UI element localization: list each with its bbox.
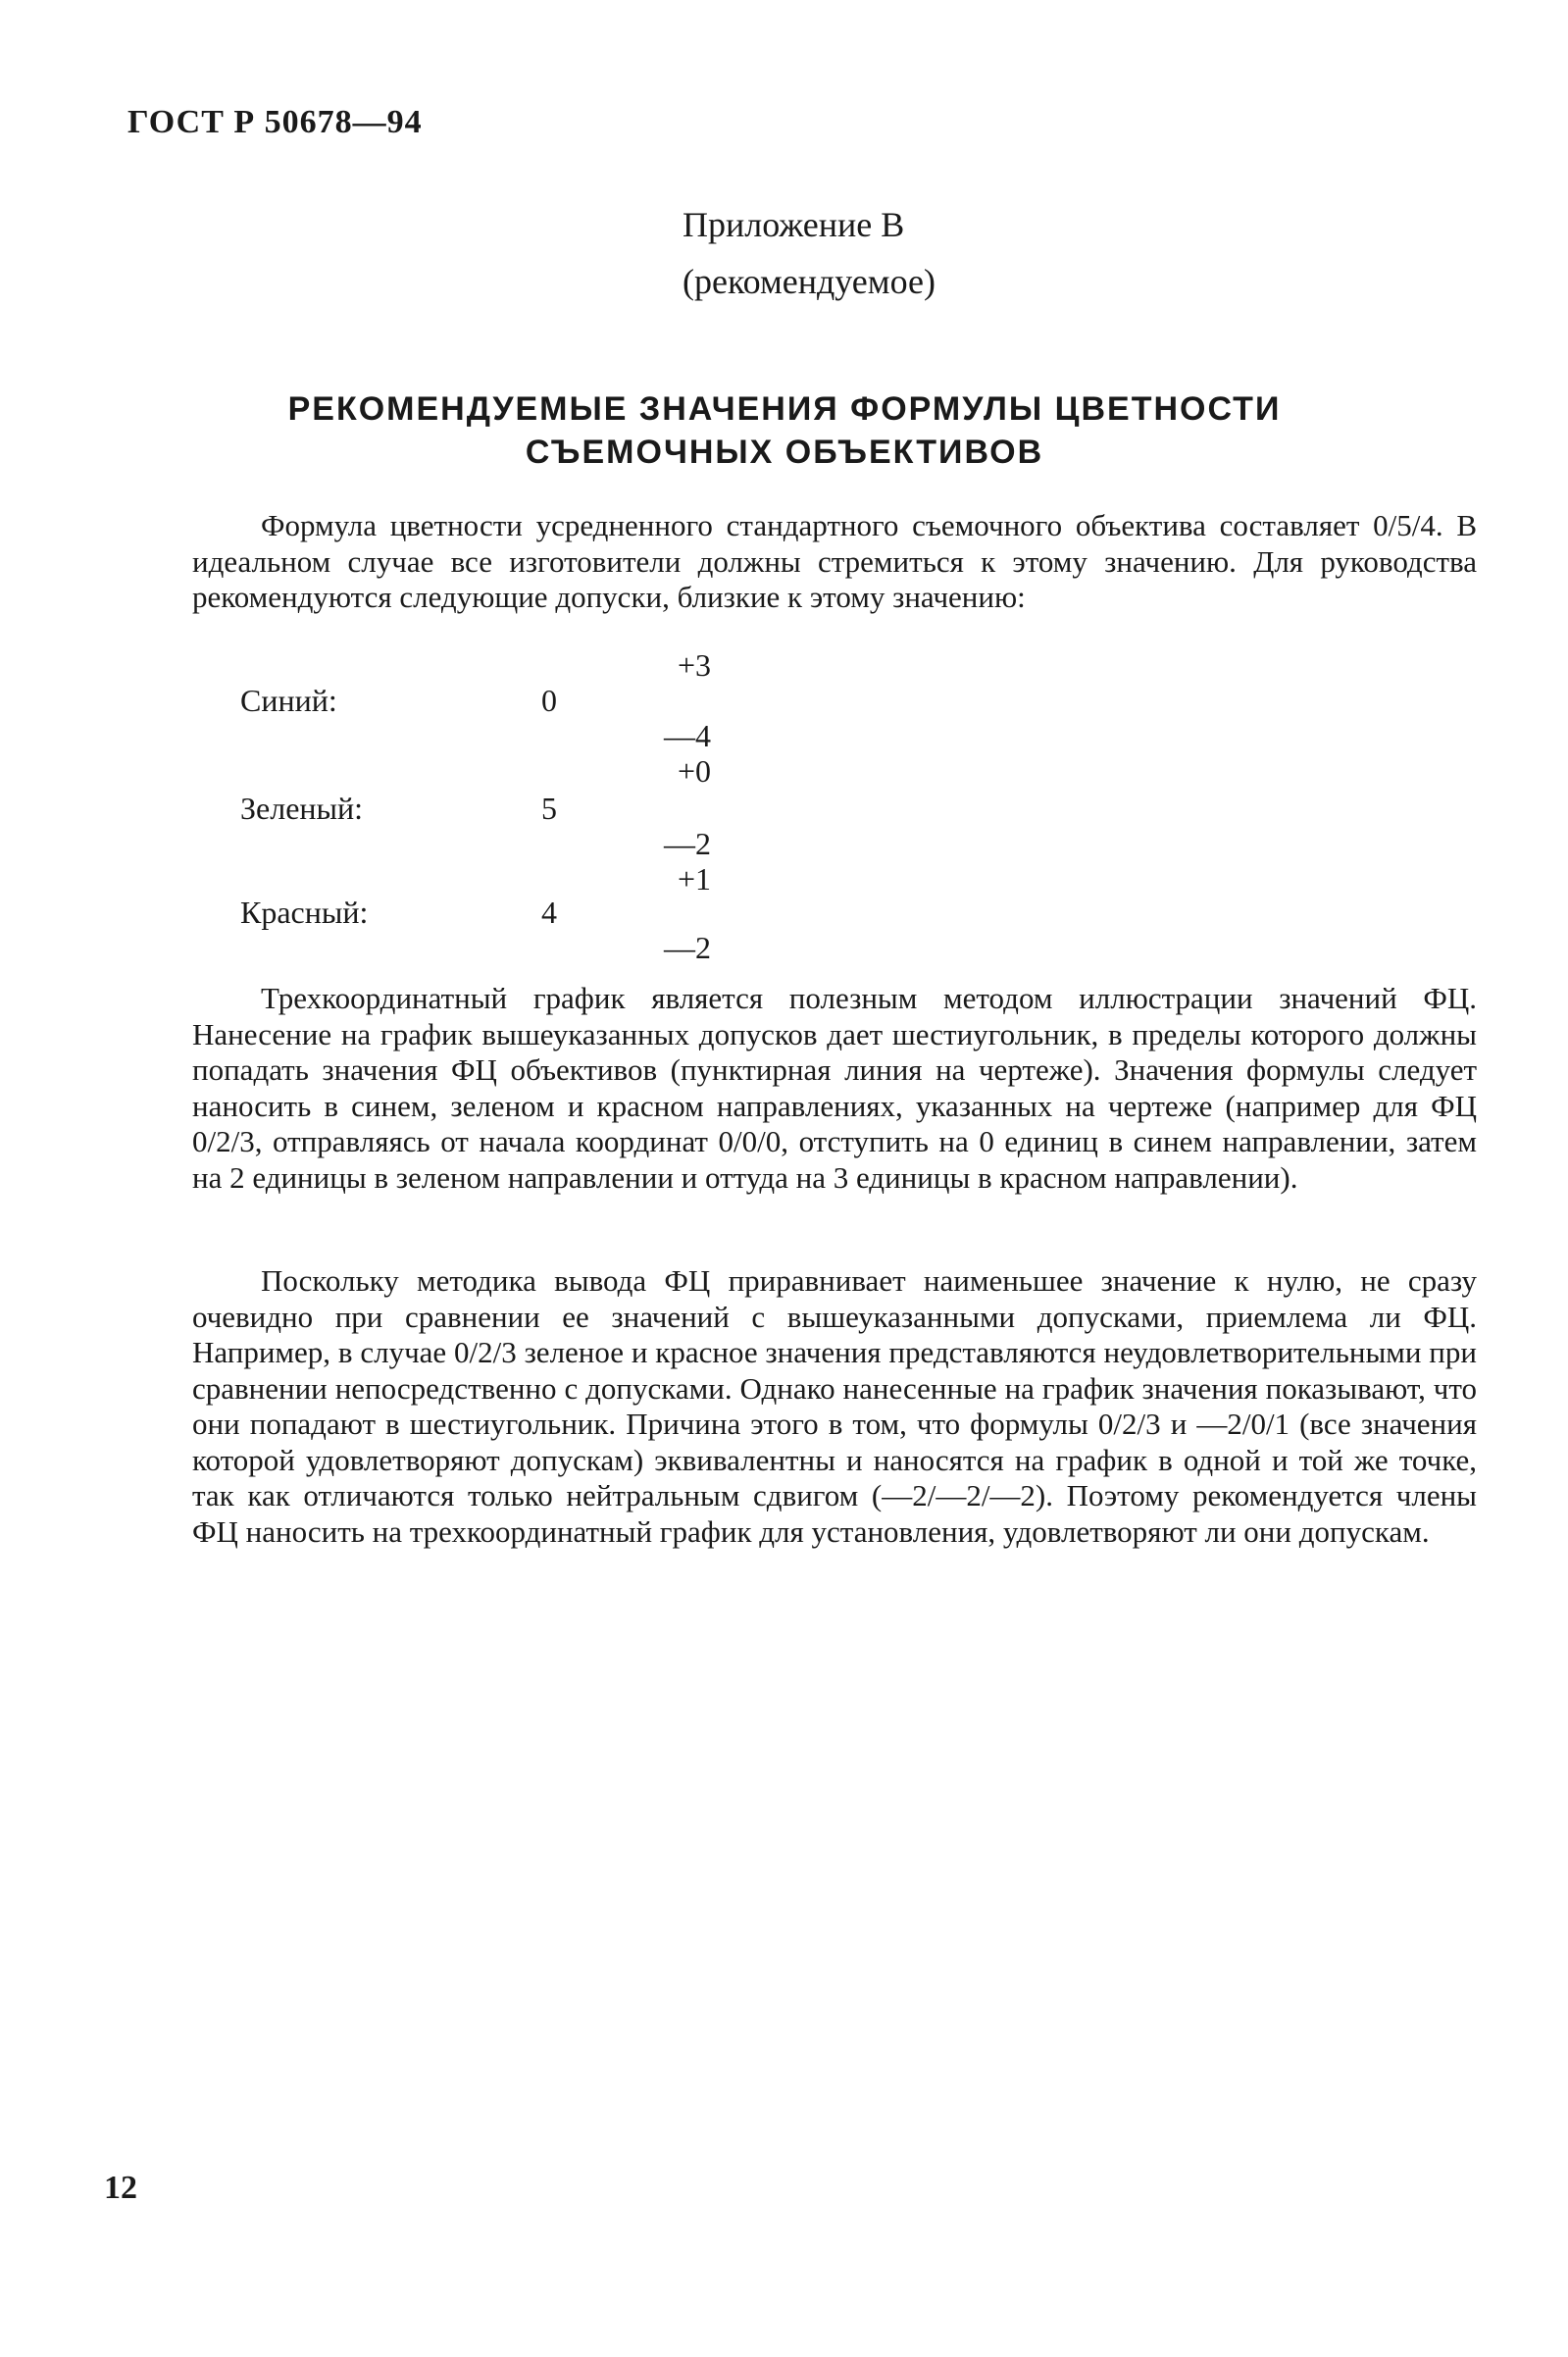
- section-title-line-2: СЪЕМОЧНЫХ ОБЪЕКТИВОВ: [525, 434, 1044, 471]
- body-paragraph-1: [192, 981, 1477, 1196]
- tolerance-green-lower: —2: [664, 826, 711, 861]
- tolerance-red-nominal: 4: [541, 895, 557, 930]
- tolerance-red-lower: —2: [664, 930, 711, 965]
- tolerance-red-upper: +1: [677, 861, 711, 897]
- section-title: [216, 387, 1353, 474]
- appendix-heading: [683, 196, 977, 310]
- page-number: 12: [104, 2170, 137, 2206]
- body-paragraph-2-text: Поскольку методика вывода ФЦ приравнивает наименьшее значение к нулю, не сразу очевидно при сравнении ее значений с вышеуказанными допусками, приемлема ли ФЦ. Например, в случае 0/2/3 зеленое и красное значения представляются неудовлетворительными при сравнении непосредственно с допусками. Однако нанесенные на график значения показывают, что они попадают в шестиугольник. Причина этого в том, что формулы 0/2/3 и —2/0/1 (все значения которой удовлетворяют допускам) эквивалентны и наносятся на график в одной и той же точке, так как отличаются только нейтральным сдвигом (—2/—2/—2). Поэтому рекомендуется члены ФЦ наносить на трехкоординатный график для установления, удовлетворяют ли они допускам.: [192, 1263, 1477, 1549]
- tolerance-green-nominal: 5: [541, 791, 557, 826]
- tolerance-red-label: Красный:: [240, 895, 369, 930]
- tolerance-blue-upper: +3: [677, 647, 711, 683]
- appendix-status: (рекомендуемое): [683, 262, 936, 301]
- appendix-label: Приложение В: [683, 205, 905, 244]
- tolerance-blue-lower: —4: [664, 718, 711, 753]
- intro-text: Формула цветности усредненного стандартного съемочного объектива составляет 0/5/4. В идеальном случае все изготовители должны стремиться к этому значению. Для руководства рекомендуются следующие допуски, близкие к этому значению:: [192, 508, 1477, 614]
- body-paragraph-1-text: Трехкоординатный график является полезным методом иллюстрации значений ФЦ. Нанесение на график вышеуказанных допусков дает шестиугольник, в пределы которого должны попадать значения ФЦ объективов (пунктирная линия на чертеже). Значения формулы следует наносить в синем, зеленом и красном направлениях, указанных на чертеже (например для ФЦ 0/2/3, отправляясь от начала координат 0/0/0, отступить на 0 единиц в синем направлении, затем на 2 единицы в зеленом направлении и оттуда на 3 единицы в красном направлении).: [192, 981, 1477, 1195]
- body-paragraph-2: [192, 1263, 1477, 1550]
- tolerance-blue-nominal: 0: [541, 683, 557, 718]
- section-title-line-1: РЕКОМЕНДУЕМЫЕ ЗНАЧЕНИЯ ФОРМУЛЫ ЦВЕТНОСТИ: [287, 390, 1282, 428]
- tolerance-green-label: Зеленый:: [240, 791, 364, 826]
- tolerance-blue-label: Синий:: [240, 683, 337, 718]
- intro-paragraph: [192, 508, 1477, 616]
- tolerance-green-upper: +0: [677, 753, 711, 789]
- document-id: ГОСТ Р 50678—94: [127, 104, 423, 140]
